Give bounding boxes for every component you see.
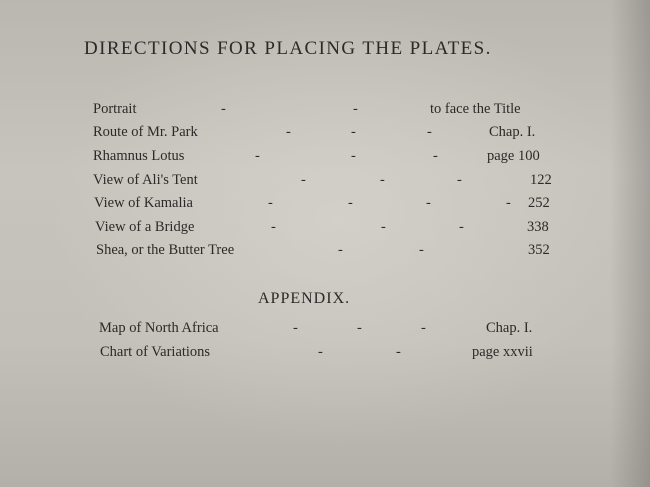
- plate-row: [94, 195, 564, 217]
- leader-dash: -: [293, 320, 298, 336]
- leader-dash: -: [457, 172, 462, 188]
- appendix-ref: Chap. I.: [486, 320, 533, 336]
- leader-dash: -: [396, 344, 401, 360]
- leader-dash: -: [421, 320, 426, 336]
- leader-dash: -: [271, 219, 276, 235]
- leader-dash: -: [459, 219, 464, 235]
- leader-dash: -: [255, 148, 260, 164]
- leader-dash: -: [286, 124, 291, 140]
- leader-dash: -: [427, 124, 432, 140]
- page-edge-shadow: [610, 0, 650, 487]
- plate-ref: to face the Title: [430, 101, 521, 117]
- plate-label: Portrait: [93, 101, 137, 117]
- plate-row: [93, 148, 563, 170]
- leader-dash: -: [353, 101, 358, 117]
- plate-ref: 352: [528, 242, 550, 258]
- appendix-label: Chart of Variations: [100, 344, 211, 360]
- appendix-ref: page xxvii: [472, 344, 533, 360]
- plate-label: View of Ali's Tent: [93, 172, 198, 188]
- plate-label: Shea, or the Butter Tree: [96, 242, 235, 258]
- plate-ref: 338: [527, 219, 549, 235]
- leader-dash: -: [380, 172, 385, 188]
- plate-row: [96, 242, 566, 264]
- leader-dash: -: [426, 195, 431, 211]
- appendix-row: [100, 344, 570, 366]
- appendix-heading: APPENDIX.: [258, 290, 351, 307]
- plate-ref: page 100: [487, 148, 540, 164]
- plate-row: [95, 219, 565, 241]
- plate-label: Route of Mr. Park: [93, 124, 198, 140]
- leader-dash: -: [338, 242, 343, 258]
- leader-dash: -: [433, 148, 438, 164]
- plate-row: [93, 124, 563, 146]
- leader-dash: -: [301, 172, 306, 188]
- leader-dash: -: [268, 195, 273, 211]
- plate-row: [93, 172, 563, 194]
- plate-label: View of a Bridge: [95, 219, 195, 235]
- appendix-label: Map of North Africa: [99, 320, 219, 336]
- leader-dash: -: [348, 195, 353, 211]
- leader-dash: -: [221, 101, 226, 117]
- plate-row: [93, 101, 563, 123]
- plate-ref: Chap. I.: [489, 124, 536, 140]
- plate-label: View of Kamalia: [94, 195, 193, 211]
- plate-ref: 252: [528, 195, 550, 211]
- appendix-row: [99, 320, 569, 342]
- leader-dash: -: [381, 219, 386, 235]
- leader-dash: -: [351, 124, 356, 140]
- leader-dash: -: [357, 320, 362, 336]
- leader-dash: -: [351, 148, 356, 164]
- plate-ref: 122: [530, 172, 552, 188]
- leader-dash: -: [506, 195, 511, 211]
- plate-label: Rhamnus Lotus: [93, 148, 185, 164]
- leader-dash: -: [318, 344, 323, 360]
- leader-dash: -: [419, 242, 424, 258]
- bleed-through-text: [330, 8, 334, 26]
- page-heading: DIRECTIONS FOR PLACING THE PLATES.: [84, 38, 492, 59]
